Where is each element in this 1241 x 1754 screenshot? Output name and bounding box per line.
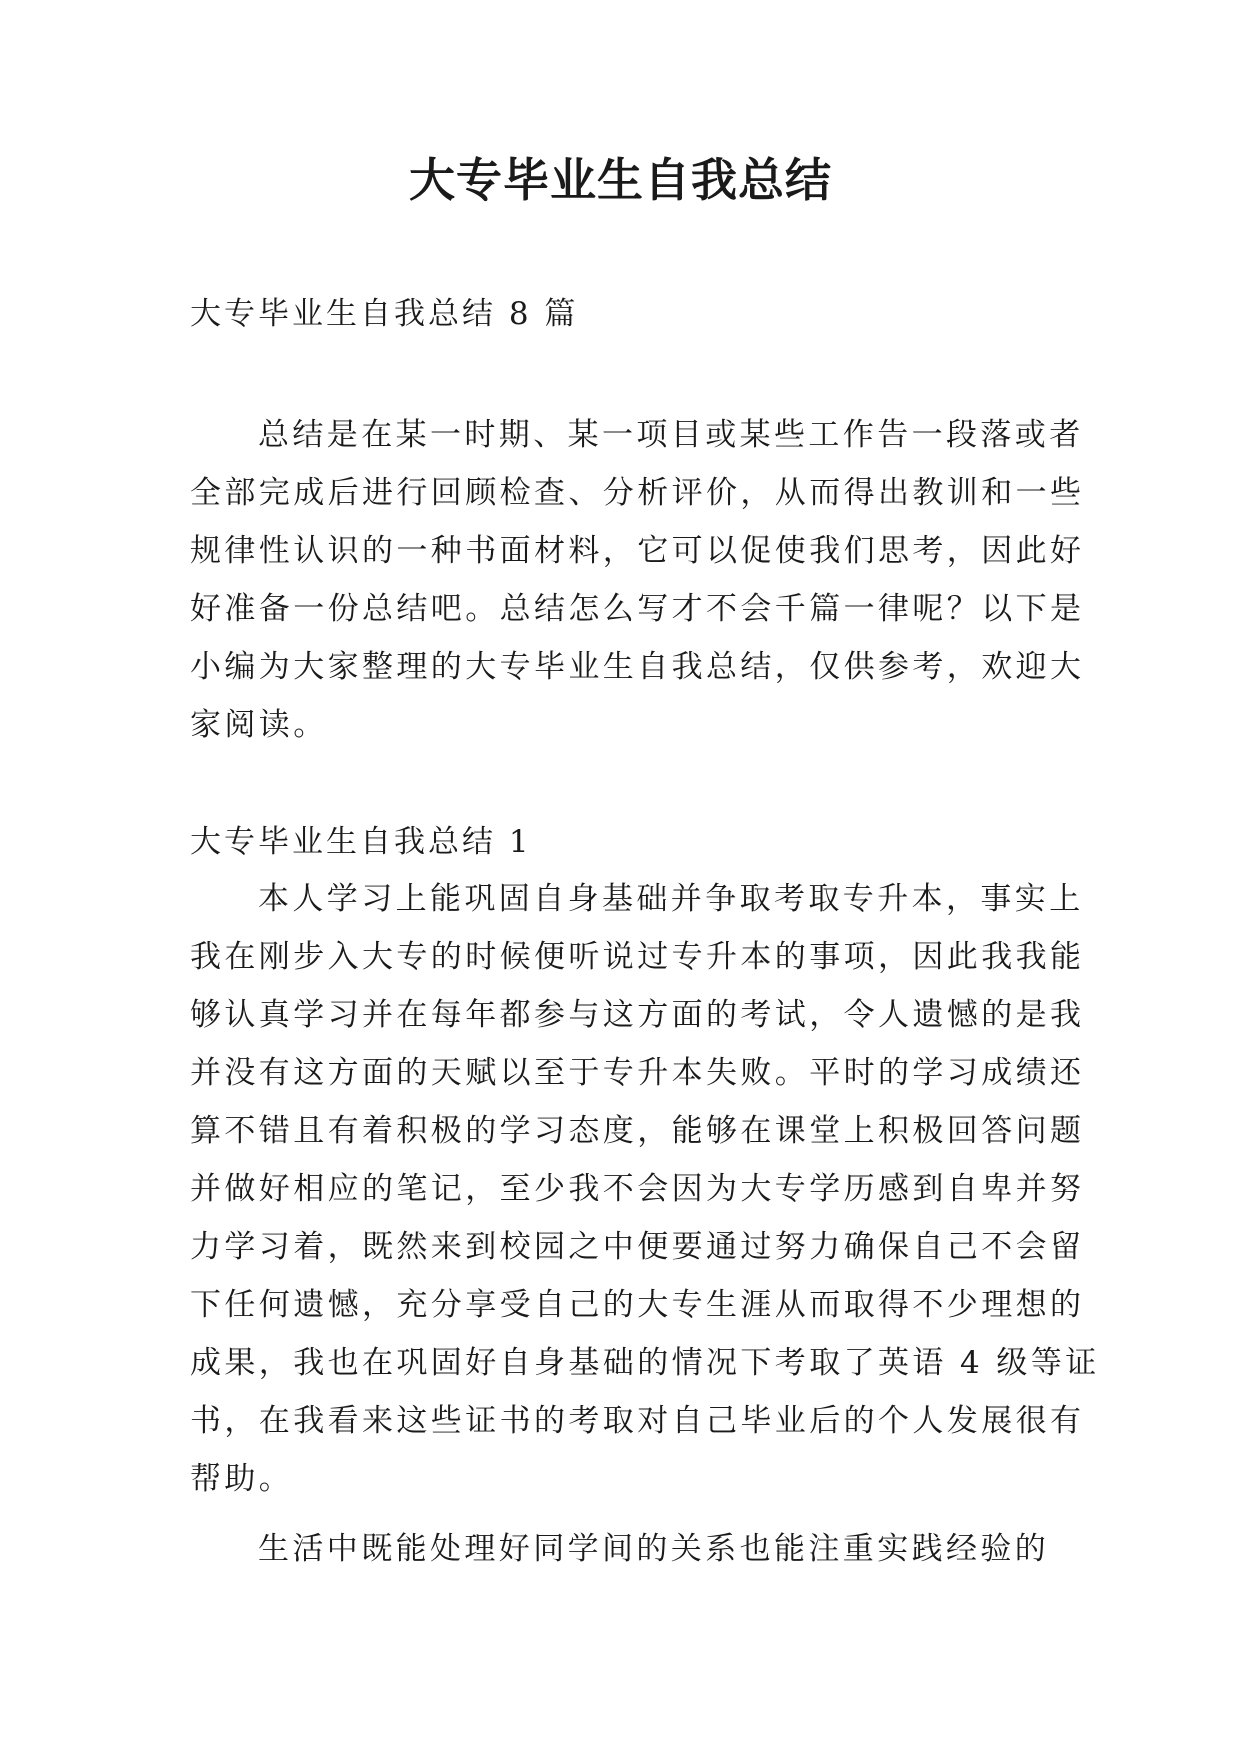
- page-title: 大专毕业生自我总结: [409, 153, 832, 207]
- paragraph-line: 好准备一份总结吧。总结怎么写才不会千篇一律呢？以下是: [190, 591, 1085, 627]
- section1-paragraph-1: [190, 870, 1100, 1508]
- paragraph-line: 生活中既能处理好同学间的关系也能注重实践经验的: [258, 1531, 1050, 1567]
- paragraph-line: 算不错且有着积极的学习态度，能够在课堂上积极回答问题: [190, 1113, 1085, 1149]
- paragraph-line: 家阅读。: [190, 707, 328, 743]
- paragraph-line: 总结是在某一时期、某一项目或某些工作告一段落或者: [258, 417, 1084, 453]
- paragraph-line: 帮助。: [190, 1461, 294, 1497]
- section-heading: 大专毕业生自我总结 1: [190, 824, 532, 860]
- intro-paragraph: [190, 406, 1085, 754]
- paragraph-line: 全部完成后进行回顾检查、分析评价，从而得出教训和一些: [190, 475, 1085, 511]
- document-subtitle: 大专毕业生自我总结 8 篇: [190, 296, 579, 332]
- section1-paragraph-2: [190, 1520, 1060, 1578]
- paragraph-line: 本人学习上能巩固自身基础并争取考取专升本，事实上: [258, 881, 1084, 917]
- paragraph-line: 力学习着，既然来到校园之中便要通过努力确保自己不会留: [190, 1229, 1085, 1265]
- paragraph-line: 规律性认识的一种书面材料，它可以促使我们思考，因此好: [190, 533, 1085, 569]
- paragraph-line: 我在刚步入大专的时候便听说过专升本的事项，因此我我能: [190, 939, 1085, 975]
- paragraph-line: 并做好相应的笔记，至少我不会因为大专学历感到自卑并努: [190, 1171, 1085, 1207]
- paragraph-line: 并没有这方面的天赋以至于专升本失败。平时的学习成绩还: [190, 1055, 1085, 1091]
- paragraph-line: 小编为大家整理的大专毕业生自我总结，仅供参考，欢迎大: [190, 649, 1085, 685]
- paragraph-line: 够认真学习并在每年都参与这方面的考试，令人遗憾的是我: [190, 997, 1085, 1033]
- paragraph-line: 下任何遗憾，充分享受自己的大专生涯从而取得不少理想的: [190, 1287, 1085, 1323]
- paragraph-line: 书，在我看来这些证书的考取对自己毕业后的个人发展很有: [190, 1403, 1085, 1439]
- paragraph-line: 成果，我也在巩固好自身基础的情况下考取了英语 4 级等证: [190, 1345, 1100, 1381]
